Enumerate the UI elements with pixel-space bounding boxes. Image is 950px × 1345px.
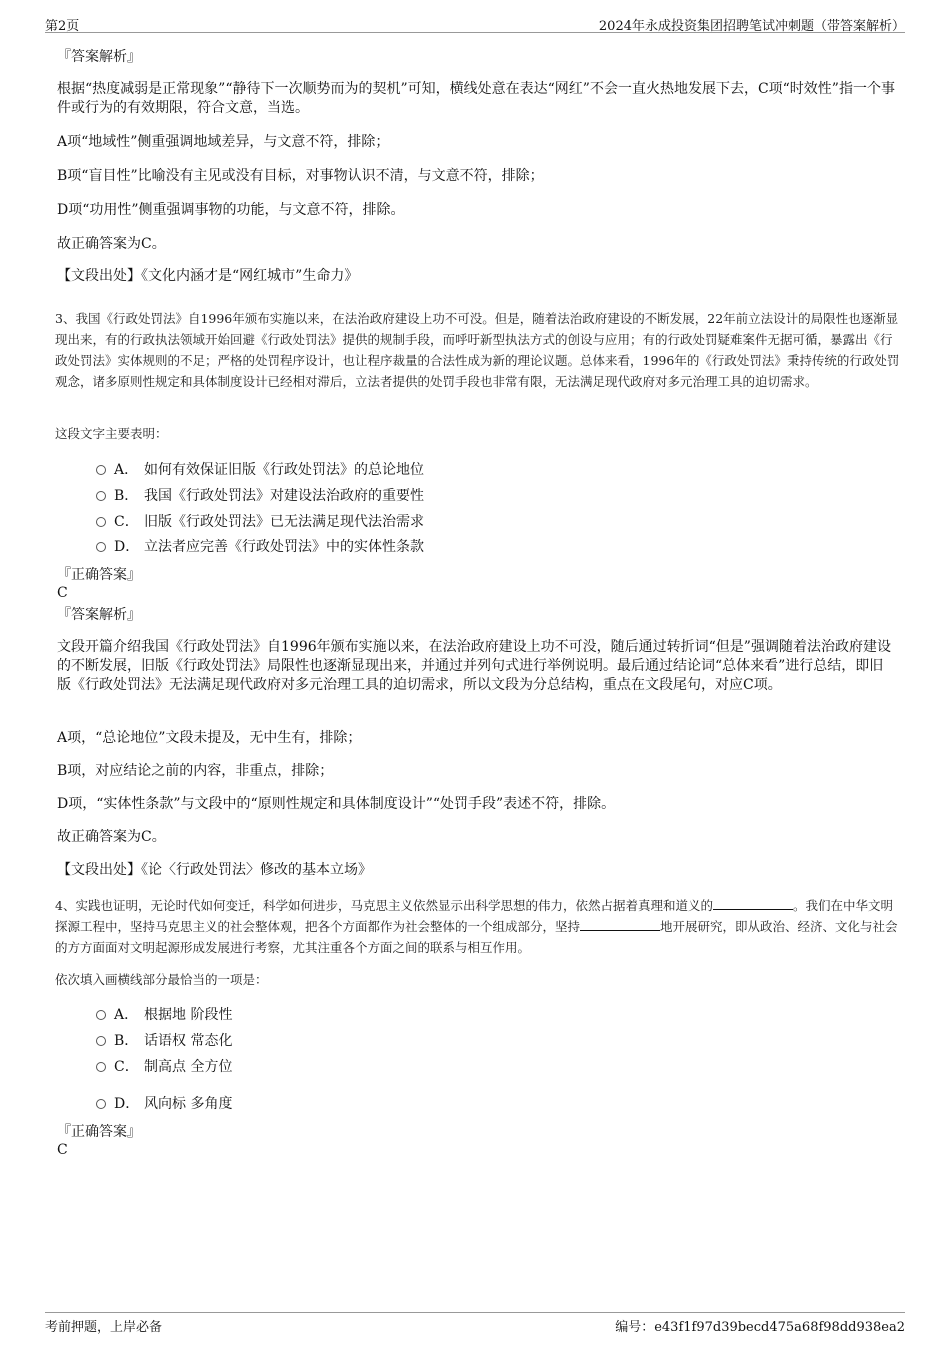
radio-icon[interactable] [96,465,106,475]
q3-stem: 3、我国《行政处罚法》自1996年颁布实施以来，在法治政府建设上功不可没。但是，随着法治政府建设的不断发展，22年前立法设计的局限性也逐渐显现出来，有的行政执法领域开始回避《行政处罚法》提供的规制手段，而呼吁新型执法方式的创设与应用；有的行政处罚疑难案件无据可循，暴露出《行政处罚法》实体规则的不足；严格的处罚程序设计，也让程序裁量的合法性成为新的理论议题。总体来看，1996年的《行政处罚法》秉持传统的行政处罚观念，诸多原则性规定和具体制度设计已经相对滞后，立法者提供的处罚手段也非常有限，无法满足现代政府对多元治理工具的迫切需求。 [55,311,900,389]
radio-icon[interactable] [96,542,106,552]
q3-d-note: D项，“实体性条款”与文段中的“原则性规定和具体制度设计”“处罚手段”表述不符，排除。 [57,796,616,812]
q4-question: 依次填入画横线部分最恰当的一项是： [55,972,268,987]
q3-a-note: A项，“总论地位”文段未提及，无中生有，排除； [57,730,362,746]
q3-answer-label: 『正确答案』 [57,567,141,583]
q2-d-note: D项“功用性”侧重强调事物的功能，与文意不符，排除。 [57,202,405,218]
q3-option-d[interactable]: D． 立法者应完善《行政处罚法》中的实体性条款 [96,538,424,556]
document-title: 2024年永成投资集团招聘笔试冲刺题（带答案解析） [598,19,905,34]
q3-analysis-p1: 文段开篇介绍我国《行政处罚法》自1996年颁布实施以来，在法治政府建设上功不可没，随后通过转折词“但是”强调随着法治政府建设的不断发展，旧版《行政处罚法》局限性也逐渐显现出来，并通过并列句式进行举例说明。最后通过结论词“总体来看”进行总结，即旧版《行政处罚法》无法满足现代政府对多元治理工具的迫切需求，所以文段为分总结构，重点在文段尾句，对应C项。 [57,639,891,693]
radio-icon[interactable] [96,1062,106,1072]
q4-option-b[interactable]: B． 话语权 常态化 [96,1032,232,1050]
q2-analysis-p1: 根据“热度减弱是正常现象”“静待下一次顺势而为的契机”可知，横线处意在表达“网红”不会一直火热地发展下去，C项“时效性”指一个事件或行为的有效期限，符合文意，当选。 [57,81,895,116]
q3-source: 【文段出处】《论〈行政处罚法〉修改的基本立场》 [57,862,372,878]
footer-slogan: 考前押题，上岸必备 [45,1320,163,1335]
q3-option-c[interactable]: C． 旧版《行政处罚法》已无法满足现代法治需求 [96,513,424,531]
blank-1 [713,897,793,910]
radio-icon[interactable] [96,517,106,527]
q2-a-note: A项“地域性”侧重强调地域差异，与文意不符，排除； [57,134,390,150]
q4-option-d[interactable]: D． 风向标 多角度 [96,1095,232,1113]
radio-icon[interactable] [96,1036,106,1046]
document-code: 编号：e43f1f97d39becd475a68f98dd938ea2 [615,1320,905,1335]
q3-b-note: B项，对应结论之前的内容，非重点，排除； [57,763,334,779]
q4-option-a[interactable]: A． 根据地 阶段性 [96,1006,232,1024]
q3-option-a[interactable]: A． 如何有效保证旧版《行政处罚法》的总论地位 [96,461,424,479]
q2-conclusion: 故正确答案为C。 [57,236,166,252]
page-header [45,12,905,33]
page-number: 第2页 [45,19,80,34]
q3-analysis-label: 『答案解析』 [57,607,141,623]
radio-icon[interactable] [96,1099,106,1109]
q3-conclusion: 故正确答案为C。 [57,829,166,845]
blank-2 [580,918,660,931]
q4-answer-label: 『正确答案』 [57,1124,141,1140]
page-footer [45,1312,905,1335]
q4-answer: C [57,1142,68,1158]
q3-option-b[interactable]: B． 我国《行政处罚法》对建设法治政府的重要性 [96,487,424,505]
q3-answer: C [57,585,68,601]
q2-b-note: B项“盲目性”比喻没有主见或没有目标，对事物认识不清，与文意不符，排除； [57,168,544,184]
q4-stem: 4、实践也证明，无论时代如何变迁，科学如何进步，马克思主义依然显示出科学思想的伟力，依然占据着真理和道义的 。我们在中华文明探源工程中，坚持马克思主义的社会整体观，把各个方面都作为社会整体的一个组成部分，坚持 地开展研究，即从政治、经济、文化与社会的方方面面对文明起源形成发展进行考察，尤其注重各个方面之间的联系与相互作用。 [55,898,898,955]
q3-question: 这段文字主要表明： [55,426,168,441]
q2-source: 【文段出处】《文化内涵才是“网红城市”生命力》 [57,268,359,284]
radio-icon[interactable] [96,491,106,501]
radio-icon[interactable] [96,1010,106,1020]
q2-analysis-label: 『答案解析』 [57,49,141,65]
q4-option-c[interactable]: C． 制高点 全方位 [96,1058,232,1076]
